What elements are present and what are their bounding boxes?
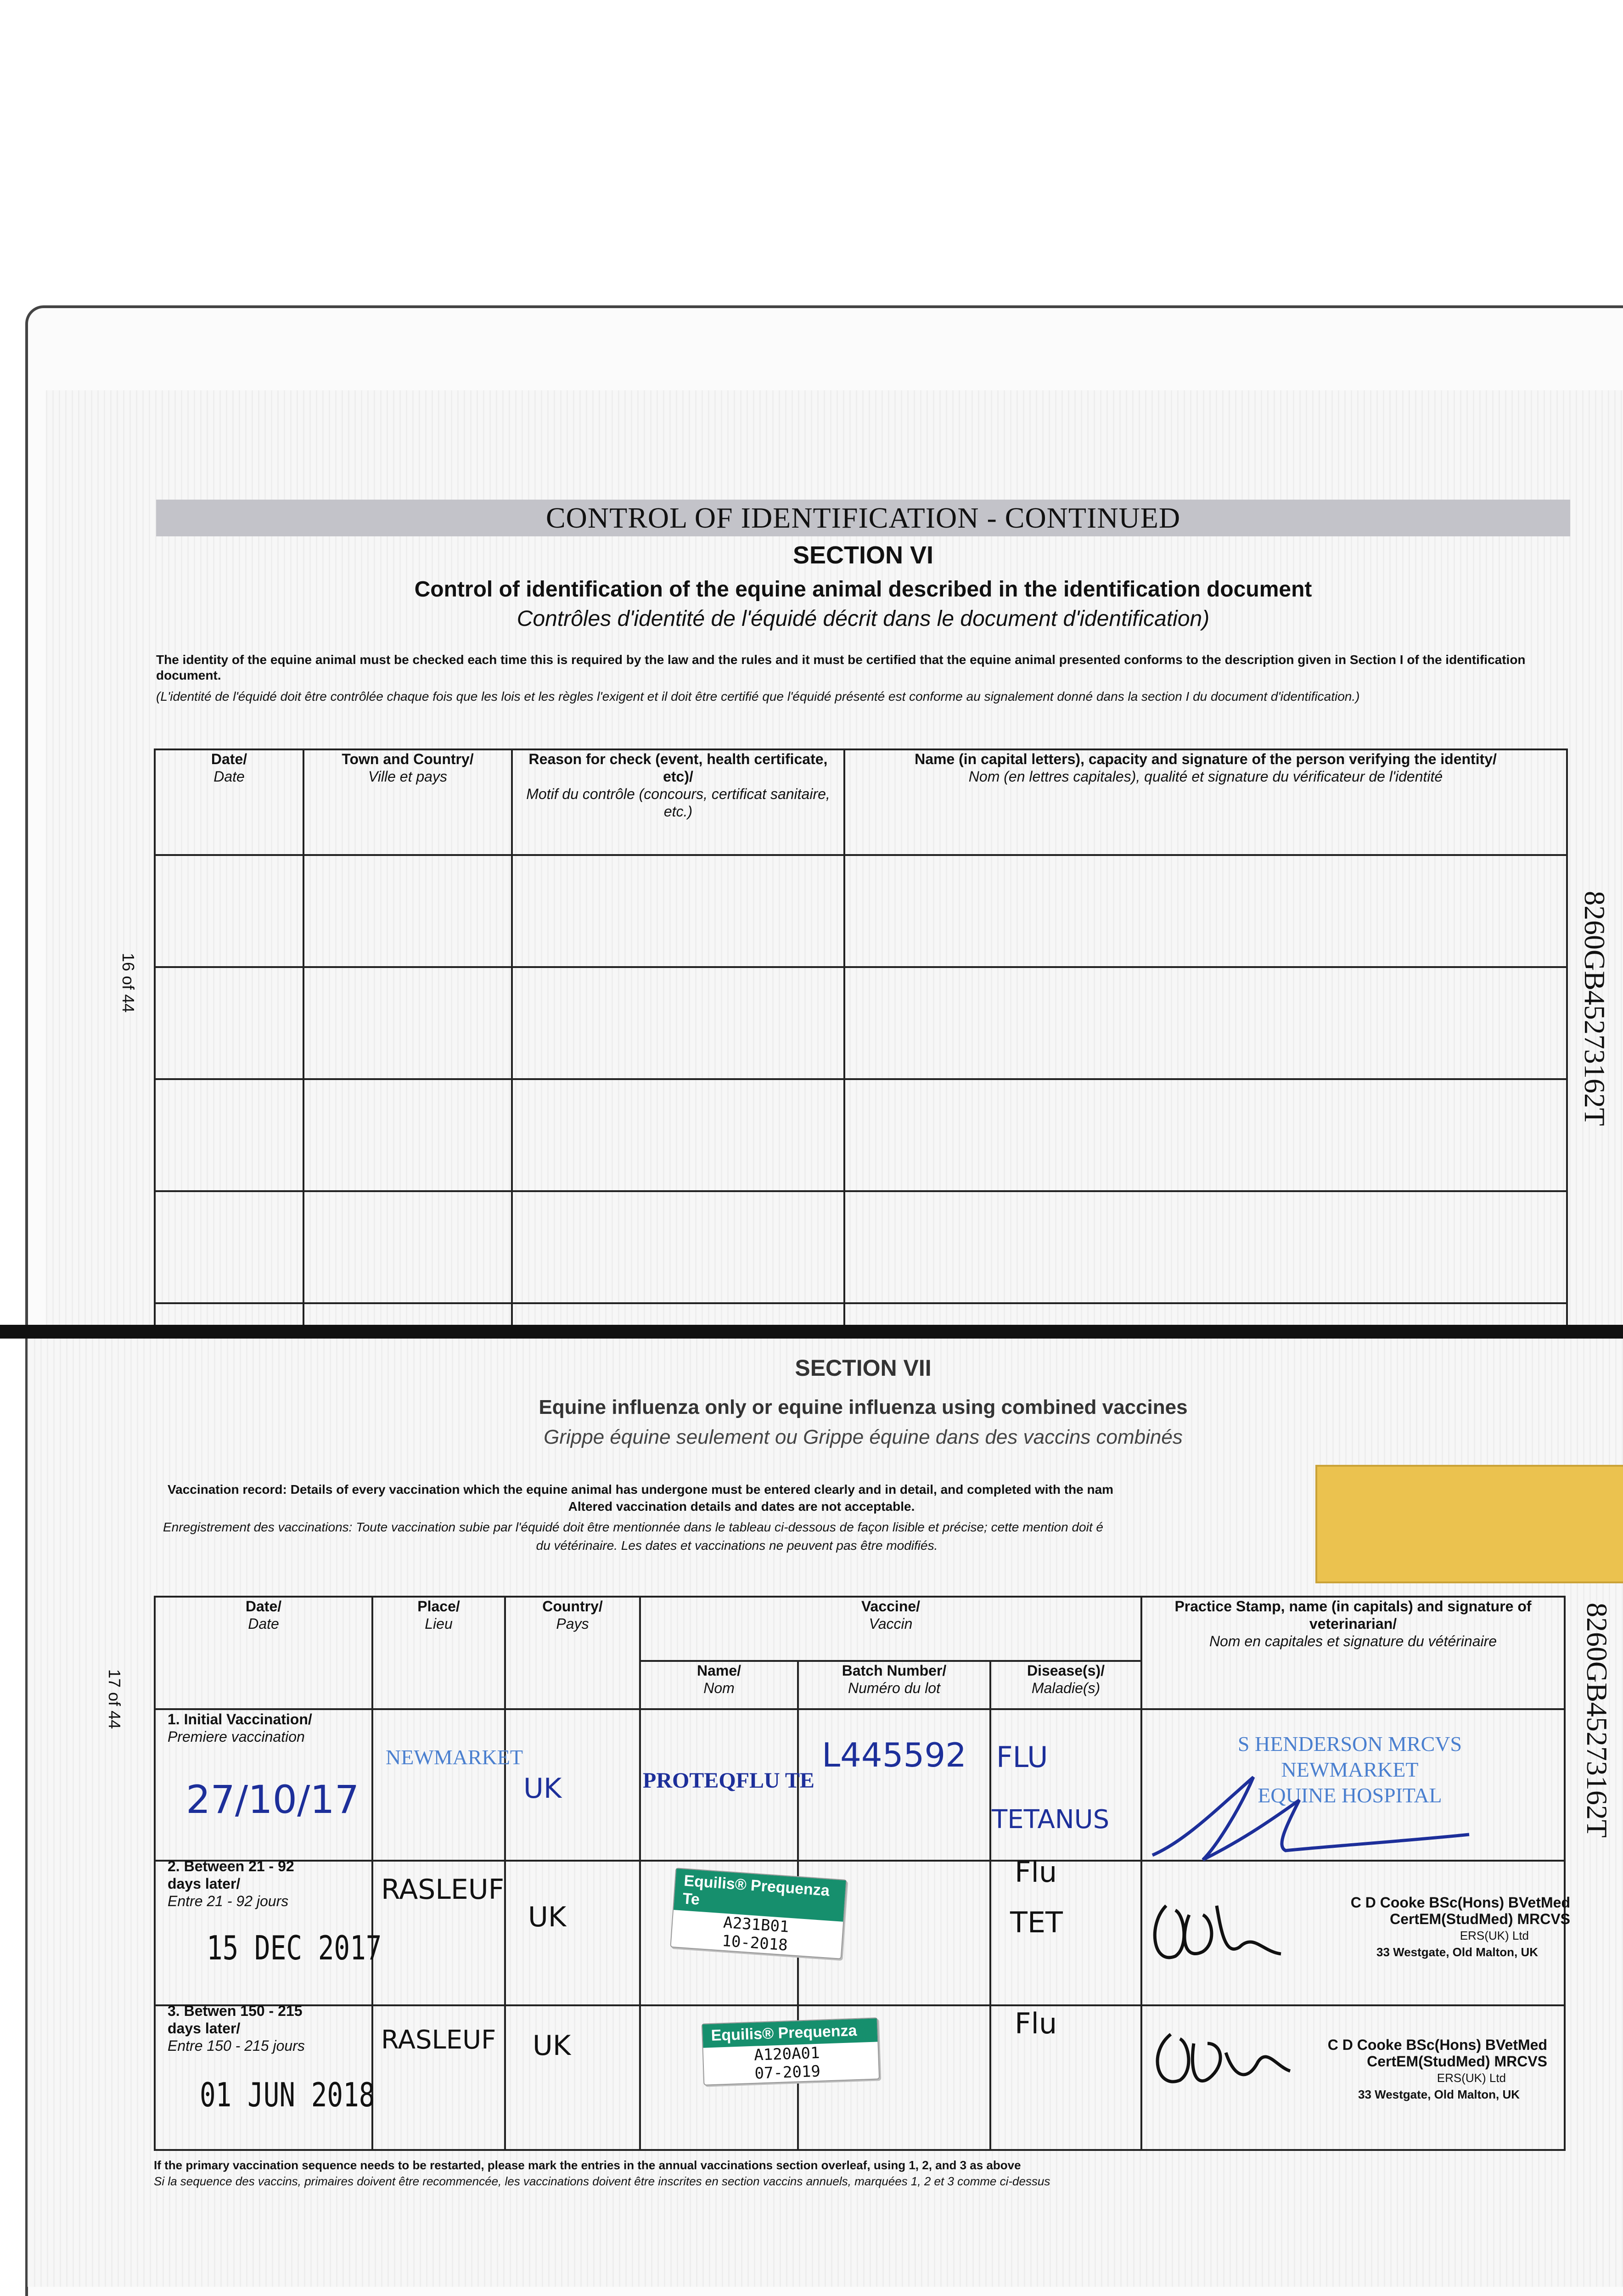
row3-vet-stamp: [1304, 2037, 1547, 2103]
upper-title-en: Control of identification of the equine animal described in the identification document: [414, 577, 1312, 602]
lower-intro-en2: Altered vaccination details and dates are not acceptable.: [568, 1499, 915, 1514]
footnote-en: If the primary vaccination sequence needs to be restarted, please mark the entries in the annual vaccinations section overleaf, using 1, 2, and 3 as above: [154, 2158, 1021, 2172]
col-batch: Batch Number/ Numéro du lot: [798, 1661, 990, 1709]
col-country: Country/ Pays: [505, 1597, 640, 1709]
row1-disease2: TETANUS: [992, 1805, 1110, 1835]
row3-vaccine-sticker: [702, 2017, 880, 2085]
row2-signature: [1148, 1896, 1286, 1970]
row1-stamp-line1: S HENDERSON MRCVS: [1237, 1732, 1462, 1756]
table-row: [155, 855, 1567, 967]
row1-signature: [1148, 1773, 1478, 1864]
col-vaccine: Vaccine/ Vaccin: [640, 1597, 1141, 1661]
section-banner: CONTROL OF IDENTIFICATION - CONTINUED: [156, 500, 1570, 536]
row3-vet-line1: C D Cooke BSc(Hons) BVetMed: [1327, 2037, 1547, 2053]
upper-title-fr: Contrôles d'identité de l'équidé décrit dans le document d'identification): [517, 607, 1210, 631]
row3-date-stamp: 01 JUN 2018: [200, 2076, 375, 2114]
row2-vet-line2: CertEM(StudMed) MRCVS: [1390, 1911, 1570, 1927]
row2-place: RASLEUF: [381, 1874, 505, 1906]
yellow-tab: [1315, 1465, 1623, 1583]
lower-title-en: Equine influenza only or equine influenza using combined vaccines: [539, 1396, 1188, 1418]
row3-disease1: Flu: [1015, 2007, 1057, 2040]
col-disease: Disease(s)/ Maladie(s): [990, 1661, 1141, 1709]
row2-sticker-exp: 10-2018: [721, 1931, 788, 1955]
row3-place: RASLEUF: [381, 2025, 496, 2055]
row3-label: [168, 2002, 305, 2054]
row3-sticker-lot: A120A01: [753, 2043, 820, 2065]
upper-passport-number: 8260GB45273162T: [1578, 891, 1611, 1126]
row2-label: [168, 1857, 305, 1910]
row2-label-en: 2. Between 21 - 92 days later/: [168, 1858, 294, 1892]
lower-page-number: 17 of 44: [105, 1669, 124, 1729]
row1-date: 27/10/17: [186, 1777, 359, 1822]
row3-vet-line2: CertEM(StudMed) MRCVS: [1367, 2053, 1547, 2070]
row2-disease2: TET: [1010, 1906, 1063, 1939]
col-place: Place/ Lieu: [372, 1597, 505, 1709]
col-reason: Reason for check (event, health certificate, etc)/ Motif du contrôle (concours, certificat sanitaire, etc.): [512, 749, 844, 855]
col-practice-stamp: Practice Stamp, name (in capitals) and signature of veterinarian/ Nom en capitales et signature du vétérinaire: [1141, 1597, 1565, 1709]
col-date: Date/ Date: [155, 749, 303, 855]
row1-label: [168, 1711, 312, 1745]
lower-intro-fr: Enregistrement des vaccinations: Toute vaccination subie par l'équidé doit être mentionnée dans le tableau ci-dessous de façon lisible et précise; cette mention doit é: [163, 1520, 1103, 1534]
section-title: SECTION VI: [792, 541, 934, 569]
row3-label-en: 3. Betwen 150 - 215 days later/: [168, 2003, 303, 2037]
col-verifier: Name (in capital letters), capacity and signature of the person verifying the identity/ Nom (en lettres capitales), qualité et signature du vérificateur de l'identité: [844, 749, 1567, 855]
row1-stamp-line3: EQUINE HOSPITAL: [1258, 1784, 1442, 1807]
upper-intro-fr: (L'identité de l'équidé doit être contrôlée chaque fois que les lois et les règles l'exigent et il doit être certifié que l'équidé présenté est conforme au signalement donné dans la section I du document d'identification.): [156, 689, 1360, 703]
lower-section-title: SECTION VII: [795, 1355, 932, 1381]
row1-disease1: FLU: [996, 1740, 1048, 1774]
page-fold: [0, 1325, 1623, 1339]
row2-vaccine-sticker: [670, 1868, 847, 1959]
row1-label-en: 1. Initial Vaccination/: [168, 1711, 312, 1728]
row1-vaccine-name: PROTEQFLU TE: [643, 1768, 814, 1793]
row3-label-fr: Entre 150 - 215 jours: [168, 2037, 305, 2054]
row2-vet-line1: C D Cooke BSc(Hons) BVetMed: [1350, 1894, 1570, 1911]
table-row: [155, 1191, 1567, 1303]
row2-disease1: Flu: [1015, 1855, 1057, 1889]
row3-sticker-title: Equilis® Prequenza: [702, 2018, 878, 2048]
row3-signature: [1148, 2025, 1295, 2094]
row2-date-stamp: 15 DEC 2017: [207, 1929, 382, 1967]
row2-country: UK: [528, 1901, 567, 1933]
table-row: [155, 967, 1567, 1079]
col-vaccine-name: Name/ Nom: [640, 1661, 798, 1709]
row1-label-fr: Premiere vaccination: [168, 1728, 305, 1745]
lower-intro-en: Vaccination record: Details of every vaccination which the equine animal has undergone must be entered clearly and in detail, and completed with the nam: [168, 1482, 1114, 1497]
row3-sticker-exp: 07-2019: [754, 2062, 821, 2083]
lower-passport-number: 8260GB45273162T: [1581, 1603, 1613, 1838]
col-date: Date/ Date: [155, 1597, 372, 1709]
row3-country: UK: [533, 2030, 571, 2062]
row2-label-fr: Entre 21 - 92 jours: [168, 1893, 289, 1909]
identity-check-table: [154, 748, 1568, 1332]
row1-place: NEWMARKET: [386, 1745, 523, 1769]
col-town-country: Town and Country/ Ville et pays: [303, 749, 512, 855]
table-row: [155, 1079, 1567, 1191]
footnote-fr: Si la sequence des vaccins, primaires doivent être recommencée, les vaccinations doivent être inscrites en section vaccins annuels, marquées 1, 2 et 3 comme ci-dessus: [154, 2174, 1050, 2188]
row3-vet-line4: 33 Westgate, Old Malton, UK: [1358, 2088, 1520, 2101]
row1-country: UK: [523, 1773, 562, 1805]
row2-sticker-lot: A231B01: [723, 1913, 790, 1936]
row3-vet-line3: ERS(UK) Ltd: [1437, 2071, 1506, 2085]
row2-vet-line4: 33 Westgate, Old Malton, UK: [1376, 1945, 1538, 1959]
lower-title-fr: Grippe équine seulement ou Grippe équine dans des vaccins combinés: [544, 1426, 1183, 1448]
row1-stamp-line2: NEWMARKET: [1281, 1758, 1419, 1781]
row2-sticker-title: Equilis® Prequenza Te: [674, 1868, 846, 1922]
row1-batch: L445592: [822, 1736, 966, 1774]
row2-vet-stamp: [1304, 1894, 1570, 1960]
upper-intro-en: The identity of the equine animal must be checked each time this is required by the law and the rules and it must be certified that the equine animal presented conforms to the description given in Section I of the identification document.: [156, 653, 1526, 682]
upper-page-number: 16 of 44: [119, 953, 138, 1013]
lower-intro-fr2: du vétérinaire. Les dates et vaccinations ne peuvent pas être modifiés.: [536, 1538, 938, 1553]
row2-vet-line3: ERS(UK) Ltd: [1460, 1929, 1529, 1942]
